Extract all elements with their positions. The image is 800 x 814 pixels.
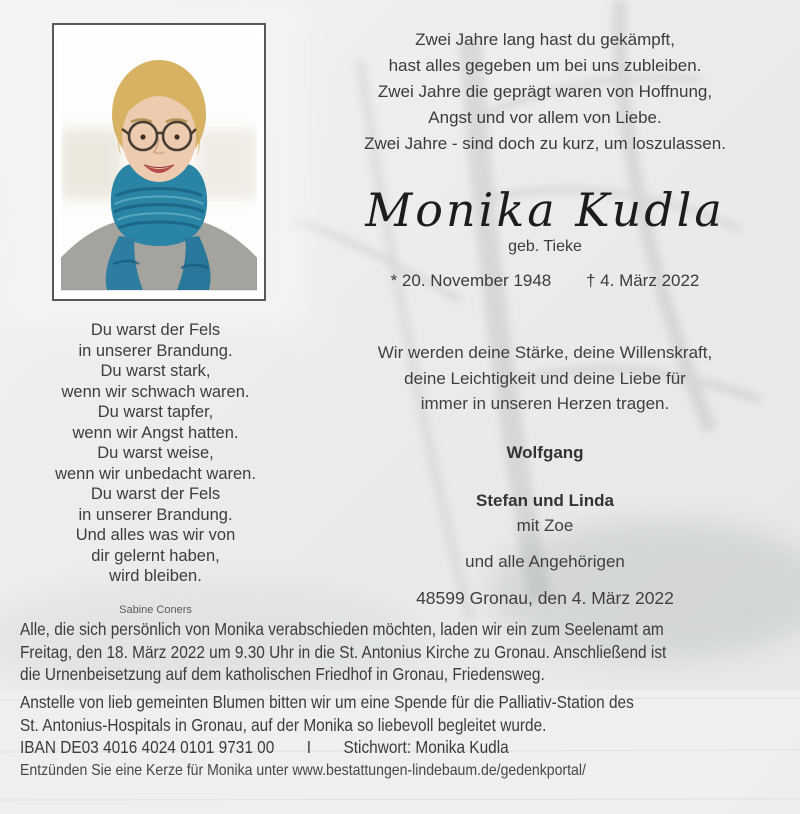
memorial-poem [18, 320, 293, 620]
tribute-line: immer in unseren Herzen tragen. [420, 394, 670, 413]
service-line: Alle, die sich persönlich von Monika verabschieden möchten, laden wir ein zum Seelenamt am [20, 619, 664, 639]
family-tribute [300, 340, 790, 417]
service-line: Freitag, den 18. März 2022 um 9.30 Uhr in die St. Antonius Kirche zu Gronau. Anschließend ist [20, 641, 667, 662]
opening-poem-line: hast alles gegeben um bei uns zubleiben. [388, 56, 702, 75]
life-dates [300, 271, 790, 291]
opening-poem-line: Zwei Jahre lang hast du gekämpft, [415, 30, 675, 49]
opening-poem-line: Angst und vor allem von Liebe. [428, 108, 662, 127]
service-line: die Urnenbeisetzung auf dem katholischen Friedhof in Gronau, Friedensweg. [20, 664, 545, 684]
mourners-list [300, 443, 790, 572]
separator: I [306, 737, 312, 757]
death-date: † 4. März 2022 [585, 271, 700, 290]
bank-details [20, 736, 786, 759]
deceased-name: Monika Kudla [365, 183, 725, 237]
opening-poem-line: Zwei Jahre die geprägt waren von Hoffnung, [377, 82, 713, 101]
donation-information [20, 691, 786, 759]
place-and-date: 48599 Gronau, den 4. März 2022 [416, 588, 674, 608]
tribute-line: Wir werden deine Stärke, deine Willenskraft, [377, 343, 713, 362]
poem-attribution: Sabine Coners [119, 603, 192, 616]
poem-line: Du warst der Fels [90, 321, 221, 339]
poem-line: wenn wir Angst hatten. [72, 423, 239, 442]
donation-line: St. Antonius-Hospitals in Gronau, auf der Monika so liebevoll begleitet wurde. [20, 714, 547, 735]
iban: IBAN DE03 4016 4024 0101 9731 00 [20, 737, 275, 757]
deceased-name-block [300, 182, 790, 291]
mourner-children: Stefan und Linda [476, 491, 614, 510]
poem-line: in unserer Brandung. [78, 341, 233, 360]
poem-line: wenn wir schwach waren. [61, 382, 250, 401]
poem-line: Du warst weise, [97, 444, 214, 462]
birth-date: * 20. November 1948 [390, 271, 552, 290]
poem-line: Und alles was wir von [75, 526, 236, 544]
opening-poem [300, 27, 790, 157]
poem-line: Du warst stark, [100, 362, 211, 380]
poem-line: dir gelernt haben, [91, 546, 220, 565]
poem-line: wenn wir unbedacht waren. [55, 464, 256, 483]
portrait-illustration [61, 32, 257, 292]
service-information [20, 618, 786, 686]
poem-line: Du warst tapfer, [97, 403, 214, 421]
poem-line: wird bleiben. [109, 567, 202, 585]
poem-line: Du warst der Fels [90, 485, 221, 503]
portrait-photo [52, 23, 266, 301]
mourner-husband: Wolfgang [506, 443, 584, 462]
donation-line: Anstelle von lieb gemeinten Blumen bitten wir um eine Spende für die Palliativ-Station des [20, 692, 634, 712]
memorial-portal-line: Entzünden Sie eine Kerze für Monika unter www.bestattungen-lindebaum.de/gedenkportal/ [20, 762, 586, 779]
mourner-grandchild: mit Zoe [516, 516, 574, 535]
maiden-name: geb. Tieke [508, 238, 582, 255]
opening-poem-line: Zwei Jahre - sind doch zu kurz, um loszulassen. [364, 134, 726, 153]
donation-keyword: Stichwort: Monika Kudla [343, 737, 509, 757]
poem-line: in unserer Brandung. [78, 505, 233, 524]
tribute-line: deine Leichtigkeit und deine Liebe für [404, 368, 686, 388]
mourner-relatives: und alle Angehörigen [465, 552, 625, 571]
